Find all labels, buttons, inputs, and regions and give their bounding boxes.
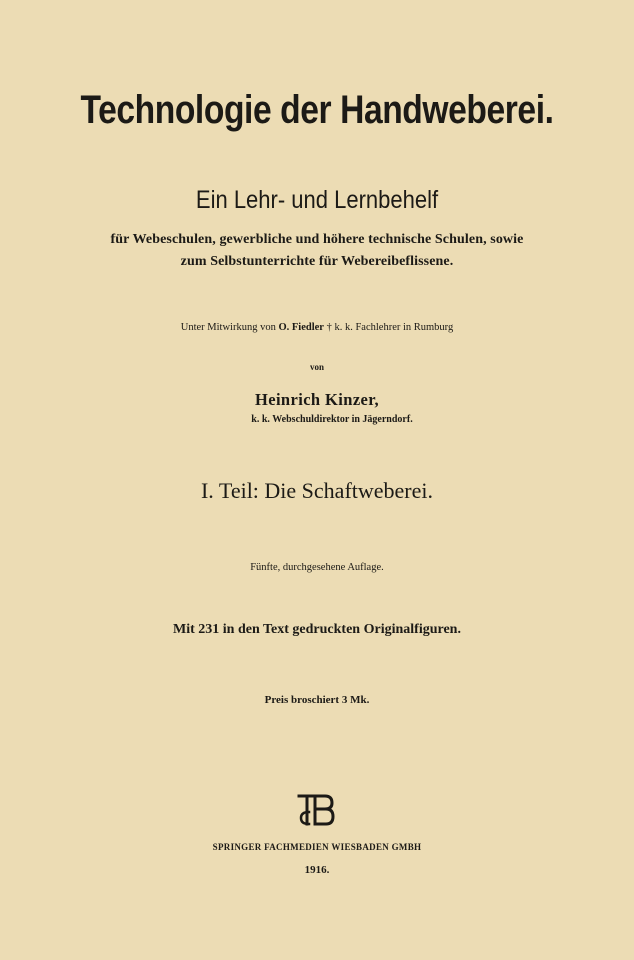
description-line-1: für Webeschulen, gewerbliche und höhere technische Schulen, sowie [110, 232, 524, 247]
figures-note: Mit 231 in den Text gedruckten Originalfiguren. [173, 622, 461, 637]
publication-year: 1916. [304, 864, 330, 876]
author-name: Heinrich Kinzer, [254, 390, 380, 409]
collaboration-prefix: Unter Mitwirkung von [180, 322, 276, 333]
book-title: Technologie der Handweberei. [80, 88, 554, 132]
part-title: I. Teil: Die Schaftweberei. [200, 478, 434, 503]
von-label: von [309, 362, 324, 372]
book-subtitle: Ein Lehr- und Lernbehelf [195, 186, 439, 214]
price-note: Preis broschiert 3 Mk. [264, 694, 370, 706]
publisher-name: SPRINGER FACHMEDIEN WIESBADEN GMBH [212, 842, 422, 852]
publisher-logo-icon [295, 790, 337, 830]
collaboration-suffix: † k. k. Fachlehrer in Rumburg [326, 322, 454, 333]
author-title: k. k. Webschuldirektor in Jägerndorf. [251, 414, 413, 425]
collaboration-note [0, 322, 634, 333]
collaborator-name: O. Fiedler [278, 322, 324, 333]
description-line-2: zum Selbstunterrichte für Webereibeflissene. [180, 254, 454, 269]
edition-note: Fünfte, durchgesehene Auflage. [250, 562, 384, 573]
